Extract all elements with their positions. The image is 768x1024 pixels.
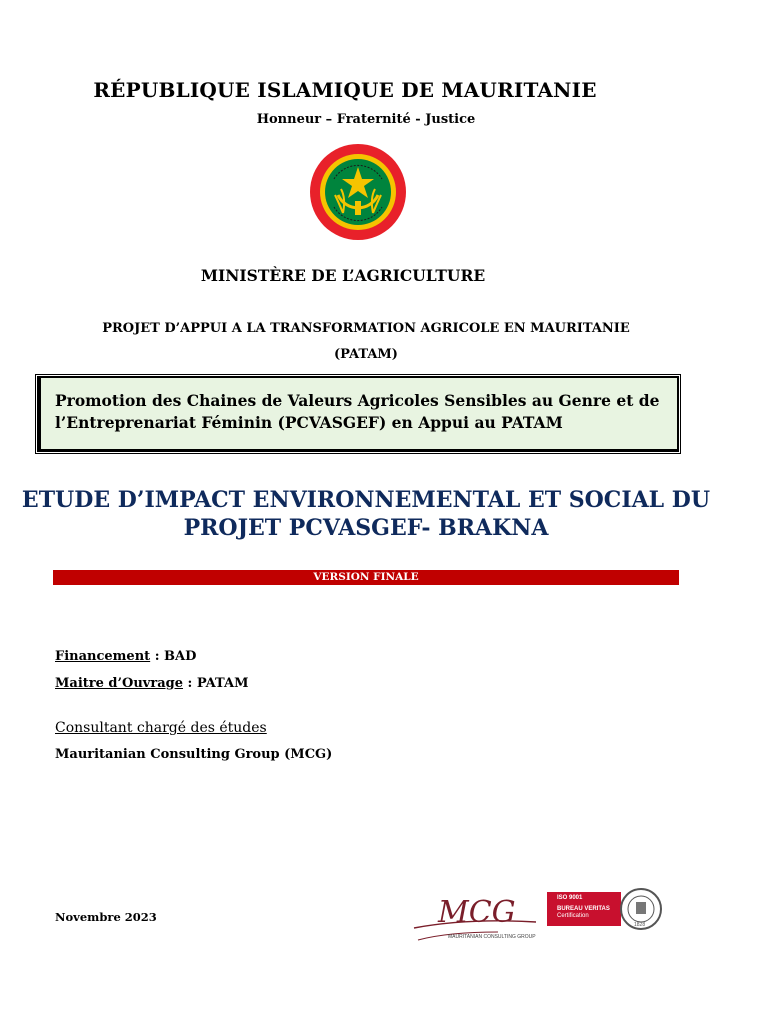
country-title: RÉPUBLIQUE ISLAMIQUE DE MAURITANIE: [93, 78, 597, 102]
owner-label: Maitre d’Ouvrage: [55, 676, 183, 691]
version-bar: [53, 570, 679, 585]
ministry-name: MINISTÈRE DE L’AGRICULTURE: [200, 266, 486, 285]
financing-value: : BAD: [150, 649, 197, 664]
program-text: Promotion des Chaines de Valeurs Agricoles Sensibles au Genre et de l’Entreprenariat Féminin (PCVASGEF) en Appui au PATAM: [55, 391, 660, 432]
version-label: VERSION FINALE: [313, 571, 419, 583]
national-motto: Honneur – Fraternité - Justice: [256, 112, 476, 127]
bv-certification: Certification: [557, 913, 589, 919]
owner-value: : PATAM: [182, 676, 249, 691]
project-title: PROJET D’APPUI A LA TRANSFORMATION AGRICOLE EN MAURITANIE: [102, 321, 630, 336]
bv-iso-label: ISO 9001: [557, 895, 583, 901]
study-title: ETUDE D’IMPACT ENVIRONNEMENTAL ET SOCIAL DU PROJET PCVASGEF- BRAKNA: [21, 487, 711, 541]
bv-name: BUREAU VERITAS: [557, 906, 610, 912]
bv-seal-icon: [619, 886, 663, 932]
owner-line: [55, 676, 248, 691]
financing-label: Financement: [55, 649, 151, 664]
project-acronym: (PATAM): [334, 347, 398, 362]
mcg-logo: [408, 888, 542, 946]
document-date: Novembre 2023: [55, 910, 157, 924]
program-box: [37, 376, 679, 452]
consultant-name: Mauritanian Consulting Group (MCG): [55, 747, 333, 762]
bv-seal-year: 1828: [634, 922, 646, 928]
bv-red-block: [547, 892, 621, 926]
bureau-veritas-logo: [547, 886, 663, 932]
mcg-logo-text: MCG: [438, 895, 516, 930]
financing-line: [55, 649, 196, 664]
mcg-logo-subtitle: MAURITANIAN CONSULTING GROUP: [448, 934, 536, 940]
consultant-label: Consultant chargé des études: [55, 720, 267, 736]
mauritania-coat-of-arms-icon: [308, 143, 408, 241]
